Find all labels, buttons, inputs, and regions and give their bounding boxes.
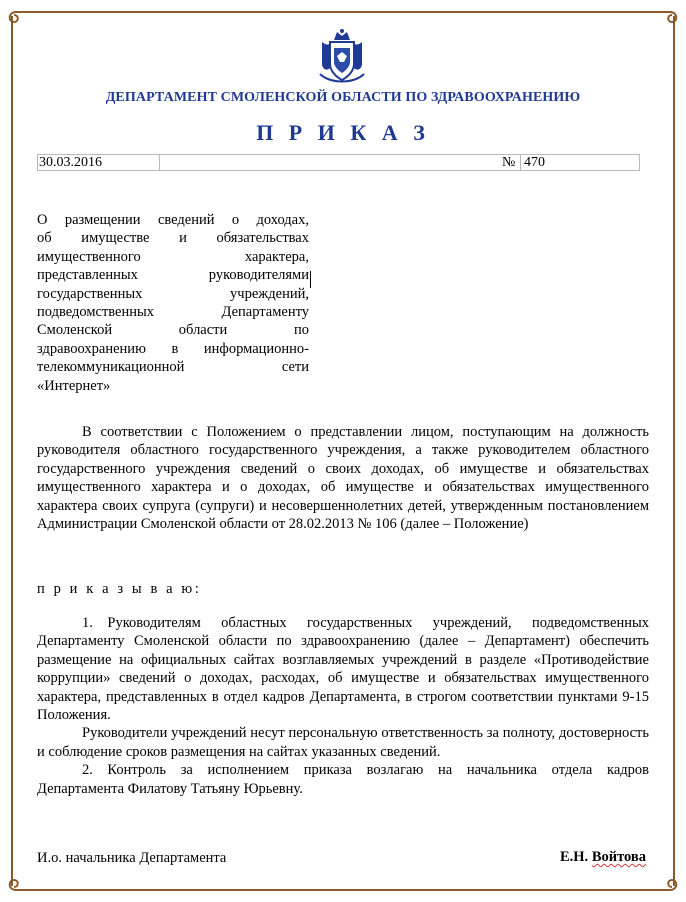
order-item: Руководители учреждений несут персональную ответственность за полноту, достоверность и соблюдение сроков размещения на сайтах указанных сведений. bbox=[37, 725, 649, 760]
order-number-label: № bbox=[502, 155, 516, 170]
subject-line: О размещении сведений о доходах, bbox=[37, 212, 309, 228]
frame-left bbox=[11, 16, 13, 886]
text-cursor bbox=[310, 271, 311, 288]
frame-top bbox=[16, 11, 670, 13]
subject-line: подведомственных Департаменту bbox=[37, 304, 309, 321]
order-items bbox=[37, 614, 649, 798]
preamble-block bbox=[37, 423, 649, 533]
subject-line: «Интернет» bbox=[37, 377, 111, 394]
subject-line: имущественного характера, bbox=[37, 248, 309, 265]
subject-line: представленных руководителями bbox=[37, 267, 309, 284]
signatory-initials: Е.Н. bbox=[559, 849, 592, 865]
signatory-surname: Войтова bbox=[591, 849, 646, 865]
order-item: 1. Руководителям областных государственных учреждений, подведомственных Департаменту Смоленской области по здравоохранению (далее – Департамент) обеспечить размещение на официальных сайтах возглавляемых учреждений в разделе «Противодействие коррупции» сведений о доходах, расходах, об имуществе и обязательствах имущественного характера, представленных в отдел кадров Департамента, в строгом соответствии пунктами 9-15 Положения. bbox=[37, 615, 649, 724]
frame-bottom bbox=[16, 889, 670, 891]
coat-of-arms-icon bbox=[316, 28, 368, 84]
document-type-title: П Р И К А З bbox=[256, 120, 430, 145]
preamble-paragraph: В соответствии с Положением о представлении лицом, поступающим на должность руководителя областного государственного учреждения, а также руководителем областного государственного учреждения сведений о своих доходах, об имуществе и обязательствах имущественного характера и о доходах, об имуществе и обязательствах имущественного характера своих супруга (супруги) и несовершеннолетних детей, утвержденным постановлением Администрации Смоленской области от 28.02.2013 № 106 (далее – Положение) bbox=[37, 424, 649, 533]
subject-line: государственных учреждений, bbox=[37, 285, 309, 302]
subject-line: об имуществе и обязательствах bbox=[37, 230, 309, 247]
order-word: п р и к а з ы в а ю: bbox=[37, 581, 202, 597]
frame-corner-top-right bbox=[660, 4, 682, 26]
subject-line: здравоохранению в информационно- bbox=[37, 340, 309, 357]
subject-line: телекоммуникационной сети bbox=[37, 359, 309, 376]
frame-corner-bottom-left bbox=[4, 876, 26, 898]
order-date: 30.03.2016 bbox=[38, 155, 160, 170]
subject-line: Смоленской области по bbox=[37, 322, 309, 339]
signatory-position: И.о. начальника Департамента bbox=[37, 850, 227, 866]
frame-right bbox=[673, 16, 675, 886]
frame-corner-bottom-right bbox=[660, 876, 682, 898]
order-number: 470 bbox=[524, 155, 545, 170]
frame-corner-top-left bbox=[4, 4, 26, 26]
signatory-name bbox=[560, 849, 646, 866]
number-separator bbox=[520, 155, 521, 170]
order-subject bbox=[37, 211, 309, 395]
date-number-row bbox=[37, 154, 640, 171]
order-item: 2. Контроль за исполнением приказа возлагаю на начальника отдела кадров Департамента Филатову Татьяну Юрьевну. bbox=[37, 762, 649, 797]
department-name: ДЕПАРТАМЕНТ СМОЛЕНСКОЙ ОБЛАСТИ ПО ЗДРАВООХРАНЕНИЮ bbox=[105, 90, 581, 105]
